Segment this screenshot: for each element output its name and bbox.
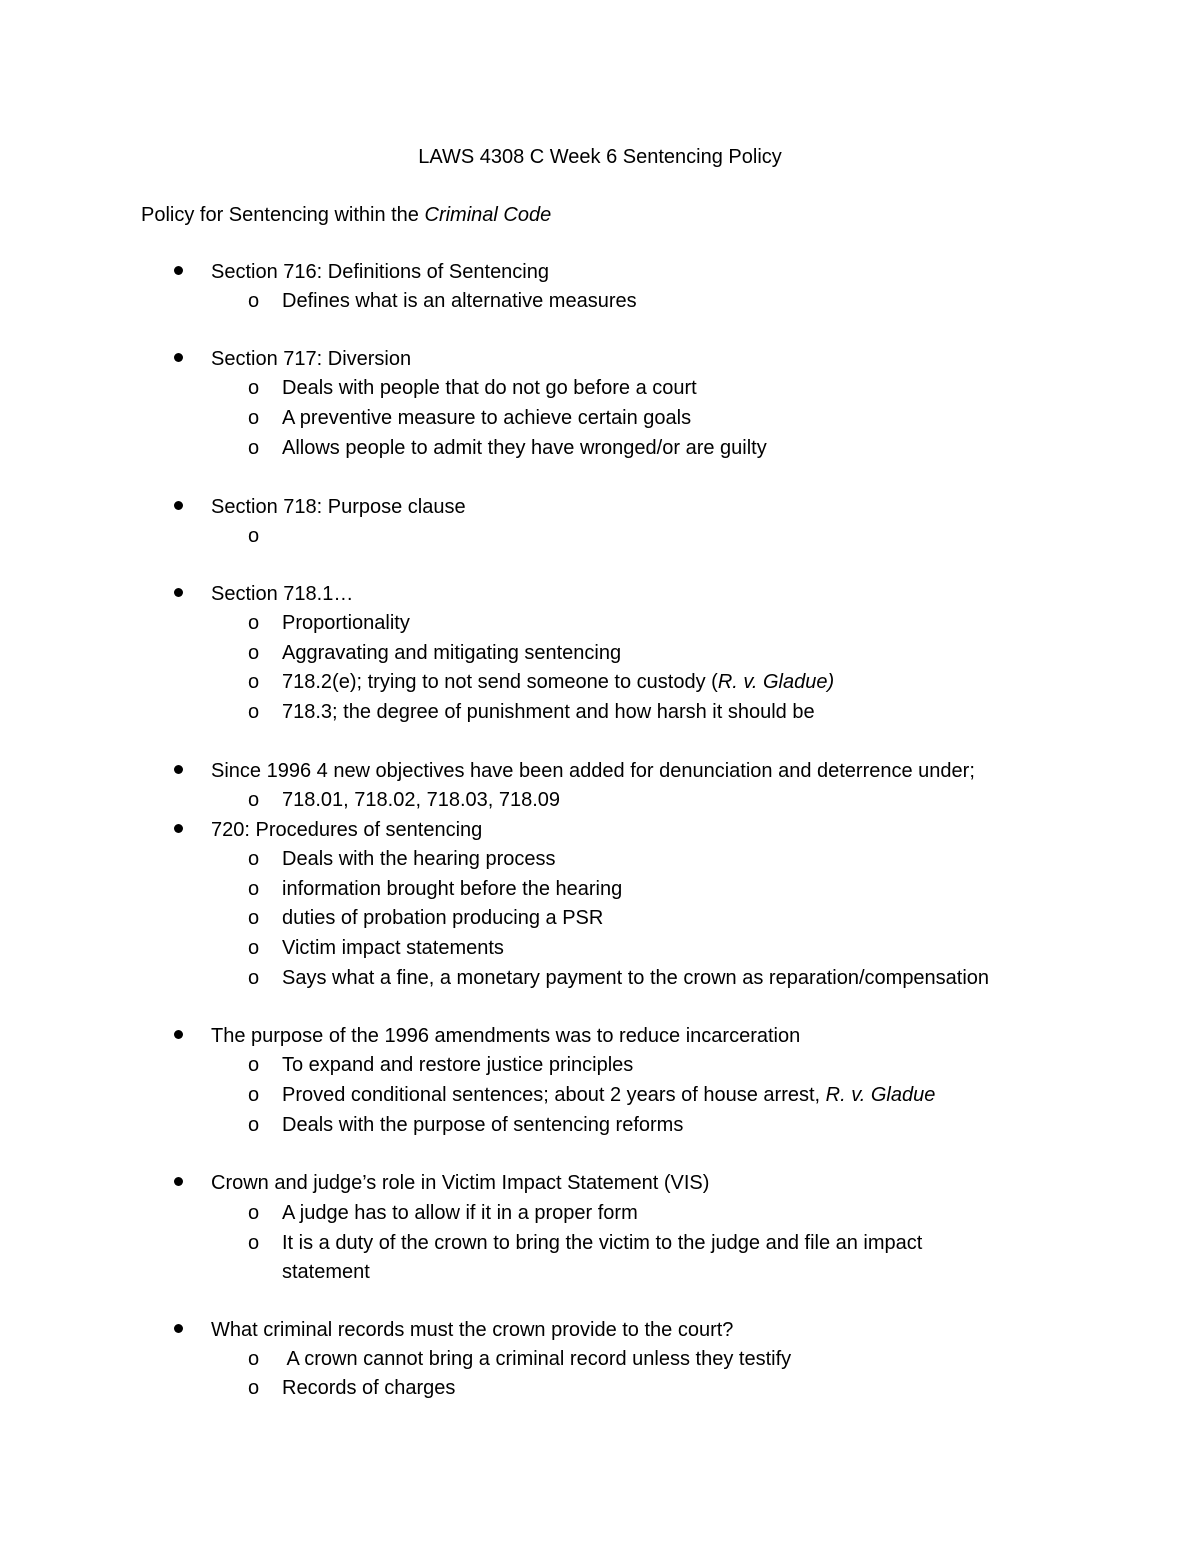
subitem-text: Records of charges <box>282 1377 456 1399</box>
sub-bullet-icon: o <box>248 1202 260 1224</box>
subitem-text: Proportionality <box>282 612 410 634</box>
section-heading: Crown and judge’s role in Victim Impact Statement (VIS) <box>211 1172 710 1194</box>
sub-bullet-icon: o <box>248 525 260 547</box>
bullet-icon <box>174 1030 186 1042</box>
sub-bullet-icon: o <box>248 437 260 459</box>
bullet-icon <box>174 1324 186 1336</box>
section-heading: Section 716: Definitions of Sentencing <box>211 261 549 283</box>
bullet-icon <box>174 1177 186 1189</box>
sub-bullet-icon: o <box>248 789 260 811</box>
case-citation: R. v. Gladue) <box>717 671 835 693</box>
bullet-icon <box>174 501 186 513</box>
sub-bullet-icon: o <box>248 937 260 959</box>
subitem-text: A judge has to allow if it in a proper form <box>282 1202 638 1224</box>
section-heading: Since 1996 4 new objectives have been added for denunciation and deterrence under; <box>211 760 975 782</box>
section-heading: What criminal records must the crown provide to the court? <box>211 1319 734 1341</box>
sub-bullet-icon: o <box>248 907 260 929</box>
sub-bullet-icon: o <box>248 1377 260 1399</box>
subitem-text: duties of probation producing a PSR <box>282 907 604 929</box>
subitem-text <box>282 669 1002 695</box>
sub-bullet-icon: o <box>248 377 260 399</box>
sub-bullet-icon: o <box>248 290 260 312</box>
sub-bullet-icon: o <box>248 848 260 870</box>
section-heading: 720: Procedures of sentencing <box>211 819 483 841</box>
sub-bullet-icon: o <box>248 1054 260 1076</box>
subitem-text: 718.01, 718.02, 718.03, 718.09 <box>282 789 561 811</box>
sub-bullet-icon: o <box>248 407 260 429</box>
sub-bullet-icon: o <box>248 967 260 989</box>
sub-bullet-icon: o <box>248 1232 260 1254</box>
bullet-icon <box>174 765 186 777</box>
subitem-text: A crown cannot bring a criminal record unless they testify <box>282 1348 792 1370</box>
sub-bullet-icon: o <box>248 1084 260 1106</box>
section-heading: The purpose of the 1996 amendments was to reduce incarceration <box>211 1025 801 1047</box>
subitem-text: information brought before the hearing <box>282 878 623 900</box>
subitem-text: statement <box>282 1261 370 1283</box>
subitem-text: Victim impact statements <box>282 937 504 959</box>
sub-bullet-icon: o <box>248 878 260 900</box>
bullet-icon <box>174 353 186 365</box>
section-heading: Section 718: Purpose clause <box>211 496 466 518</box>
subitem-text: To expand and restore justice principles <box>282 1054 634 1076</box>
intro-text: Policy for Sentencing within the <box>141 204 425 226</box>
document-title: LAWS 4308 C Week 6 Sentencing Policy <box>418 146 782 168</box>
subitem-text: Deals with the purpose of sentencing reforms <box>282 1114 684 1136</box>
subitem-text <box>282 1082 1002 1108</box>
subitem-text: 718.3; the degree of punishment and how harsh it should be <box>282 701 815 723</box>
intro-italic: Criminal Code <box>424 204 552 226</box>
subitem-text: Deals with the hearing process <box>282 848 556 870</box>
subitem-text: Aggravating and mitigating sentencing <box>282 642 622 664</box>
subitem-text: Defines what is an alternative measures <box>282 290 637 312</box>
subitem-text: Says what a fine, a monetary payment to the crown as reparation/compensation <box>282 967 990 989</box>
section-heading: Section 717: Diversion <box>211 348 412 370</box>
bullet-icon <box>174 266 186 278</box>
subitem-text: It is a duty of the crown to bring the victim to the judge and file an impact <box>282 1232 923 1254</box>
subitem-plain: 718.2(e); trying to not send someone to custody ( <box>282 671 718 693</box>
sub-bullet-icon: o <box>248 1114 260 1136</box>
section-heading: Section 718.1… <box>211 583 354 605</box>
subitem-plain: Proved conditional sentences; about 2 years of house arrest, <box>282 1084 826 1106</box>
bullet-icon <box>174 824 186 836</box>
sub-bullet-icon: o <box>248 612 260 634</box>
subitem-text: Allows people to admit they have wronged/or are guilty <box>282 437 767 459</box>
sub-bullet-icon: o <box>248 1348 260 1370</box>
bullet-icon <box>174 588 186 600</box>
subitem-text: Deals with people that do not go before a court <box>282 377 697 399</box>
sub-bullet-icon: o <box>248 671 260 693</box>
intro-line <box>141 202 551 228</box>
subitem-text: A preventive measure to achieve certain goals <box>282 407 692 429</box>
sub-bullet-icon: o <box>248 642 260 664</box>
sub-bullet-icon: o <box>248 701 260 723</box>
case-citation: R. v. Gladue <box>825 1084 936 1106</box>
